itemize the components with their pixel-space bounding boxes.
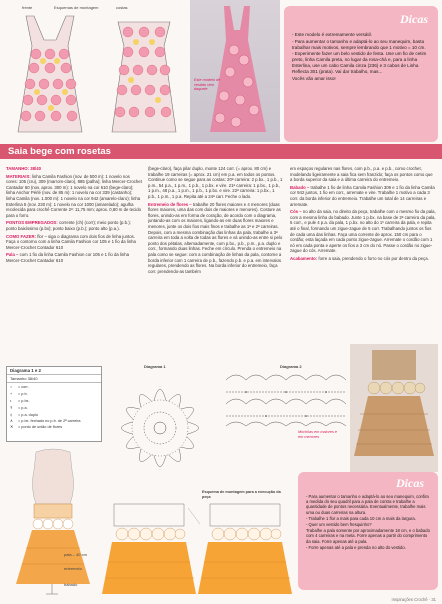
babado-heading: Babado – <box>290 184 310 190</box>
petal-outline <box>126 407 139 419</box>
how-heading: COMO FAZER: <box>6 233 37 239</box>
petal-outline <box>126 436 139 448</box>
babado-paragraph <box>290 185 436 207</box>
front-label: frente <box>22 5 33 10</box>
tip-item: - Este modelo é extremamente versátil. <box>292 32 372 37</box>
legend-size: Tamanho 38/40 <box>7 375 101 383</box>
tip-item: - Trabalhe 1 flor a mais para cada 10 cm a mais da largura. <box>306 515 416 521</box>
materials-paragraph <box>6 174 142 219</box>
tip-item: Trabalhe a pala somente por aproximadamente 18 cm, e o babado com 4 carreiras e na meta. Forre apenas a partir do comprimento da saia. Forre apenas até a pala. <box>306 528 430 544</box>
photo-caption: Este modelo de vestido veio daquele <box>194 78 221 92</box>
skirt-photo-illustration <box>350 344 438 472</box>
scheme-label-babado: babado <box>64 582 78 587</box>
petal-outline <box>187 422 198 434</box>
scheme-label-pala: pala – 40 cm <box>64 552 87 557</box>
col2-text-2: trabalhe 20 flores maiores e 4 menores (duas flores maiores, uma das com dois de maiores e menores). Costure as flores, unindo-as em forma de coração, de acordo com o diagrama, juntando-as com os maiores, ligando-as em duas flores maiores e menores, junte os dois fios mais finos e trabalhe as 1ª e 2ª carreiras. Depois, com a mesma combinação das linhas da pala, trabalhe a 3ª carreira em toda a volta de todas as flores e vá unindo-as entre si pelo ponto dos pétalas, alternadamente, com p.bx., p.b., p.m., p.a. duplo e corr., formando duas linhas. Feche em círculo. Prenda o entremeio na pala como se segue: com a combinação de linhas da pala, contorne a borda inferior com 1 carreira de p.b., fazendo p.b. e p.a. em intervalos regulares, prendendo as flores. Na borda inferior do entremeio, faça corr. prendendo-as também <box>148 201 283 274</box>
petal-outline <box>154 389 166 400</box>
tip-item: - Experimente fazer um belo vestido de festa. Use um fio de cetim preto, linha Camila preta, no lugar da rosa-chá e, para a linha Esterlina, use um cabo Camila cinza (236) e 3 cabos de Linha Reflecta 301 (prata). Vai dar trabalho, mas... <box>292 51 427 74</box>
text-column-1 <box>6 166 142 366</box>
tips-box-bottom <box>298 472 438 590</box>
size-line: TAMANHO: 38/40 <box>6 166 42 171</box>
dress-scheme-back <box>98 12 190 134</box>
legend-title: Diagrama 1 e 2 <box>7 367 101 375</box>
cos-paragraph <box>290 209 436 254</box>
tips-title-bottom: Dicas <box>396 476 424 490</box>
tip-item: - Forre apenas até a pala e prenda no alto do vestido. <box>306 544 406 550</box>
how-paragraph <box>6 234 142 251</box>
tip-item: - Para aumentar o tamanho e adaptá-lo ao seu manequim, basta trabalhar mais motivos, sempre lembrando que 1 motivo = 10 cm. <box>292 38 426 50</box>
assembly-title: Esquema de montagem para a execução da peça <box>202 490 281 499</box>
legend-row: ‡ = p.a. duplo <box>10 413 38 417</box>
petal-outline <box>154 455 166 466</box>
belt-heading: Pala – <box>6 252 19 258</box>
babado-text: trabalhe 1 fio de linha Camila Fashion 309 e 1 fio da linha Camila cor 942 juntos, 1 fio em corr., arremate e vire. Trabalhe 1 motivo a cada 3 corr. da borda inferior do entremeio. Trabalhe um total de 14 carreiras e arremate. <box>290 184 435 207</box>
petal-outline <box>168 394 180 407</box>
dress-photo-illustration <box>190 0 280 142</box>
legend-row: + = p.b. <box>10 392 28 396</box>
assembly-chart <box>104 498 290 598</box>
text-column-2 <box>148 166 284 362</box>
back-label: costas <box>116 5 128 10</box>
petal-outline <box>139 449 151 462</box>
stitches-text: corrente (ch) (corr); meio ponto (p.b.); ponto baixíssimo (p.bx); ponto baixo (p.b.); ponto alto (p.a.). <box>6 220 131 231</box>
diagram-legend-box <box>6 366 102 442</box>
scheme-label: Esquemas de montagem <box>54 5 99 10</box>
acab-heading: Acabamento: <box>290 255 318 261</box>
stitches-paragraph <box>6 220 142 231</box>
section-title: Saia bege com rosetas <box>8 146 111 157</box>
legend-rows <box>7 383 101 431</box>
diagram-2-chart <box>222 370 348 428</box>
diagram-2 <box>222 364 348 428</box>
petal-outline <box>168 449 180 462</box>
legend-row: • = p.bx. <box>10 399 30 403</box>
legend-row: Ŧ = p.a. <box>10 406 28 410</box>
col2-text-1: (bege-claro), faça pilar duplo, monte 124 corr. (= aprox. 80 cm) e trabalhe 19 carreiras (= aprox. 21 cm) em p.a. em todos os pontos. Continue como se segue para as costas: 20ª carreira: 2 p.bx., 1 p.b., 1 p.m., 54 p.a., 1 p.m., 1 p.b., 1 p.bx. e vire. 21ª carreira: 1 p.bx., 1 p.b., 1 p.m., 48 p.a., 1 p.m., 1 p.b., 1 p.bx. e vire. 22ª carreira: 1 p.bx., 1 p.b., 1 p.m., 1 p.a. Repita até a 24ª carr. Feche o lado. <box>148 166 283 199</box>
tips-box-top <box>284 6 438 142</box>
tips-body-bottom <box>306 494 432 551</box>
tip-item: - Quer um vestido bem fresquinho? <box>306 522 372 528</box>
tips-body-top <box>292 32 432 82</box>
belt-text: com 1 fio da linha Camila Fashion cor 105 e 1 fio da linha Mercer-Crochet Cantador 610 <box>6 252 130 263</box>
cos-heading: Cós – <box>290 209 302 215</box>
petal-outline <box>139 394 151 407</box>
tip-item: - Para aumentar o tamanho e adaptá-lo ao seu manequim, confira a medida do seu quadril para a pala de contra e trabalhe a quantidade de pontos necessária. Eventualmente, trabalhe mais uma ou duas carreiras na altura. <box>306 494 429 515</box>
legend-row: ∧ = p.bx. fechado no p.b. de 2ª carreira <box>10 419 81 423</box>
acab-paragraph <box>290 256 436 262</box>
materials-heading: MATERIAIS: <box>6 173 31 179</box>
stitches-heading: PONTOS EMPREGADOS: <box>6 220 58 226</box>
mannequin-scheme <box>6 448 100 598</box>
diagram-1-chart <box>104 370 216 486</box>
dress-photo <box>190 0 280 142</box>
cos-text: no alto da saia, no direito da peça, trabalhe com o mesmo fio da pala, com a mesma linha do babado. Junte 1 p.bx. na base de 2ª carreira da pala, 5 corr., e pule 4 p.a. da pala, 1 p.bx. no alto do 1º carreira da pala, e repita até o final, formando um zigue-zague de 5 corr. Trabalhando juntos os fios de cada uma das linhas. Faça uma corrente de aprox. 150 cm para o cordão; esta laçada em cada ponto zigue-zague. Arremate o cordão com 1 nó em cada ponta e aperte os fios a 3 cm do nó. Passe o cordão no zigue-zague do cós. Arremate. <box>290 209 436 254</box>
section-banner <box>0 144 442 159</box>
belt-paragraph <box>6 252 142 263</box>
skirt-photo <box>350 344 438 472</box>
legend-row: ✕ = ponto de união de flores <box>10 425 63 429</box>
materials-text: linha Camila Fashion (nov. de 500 m): 1 novelo nos cores: 105 (cru), 309 (marrom-claro), 885 (palha); linha Mercer-Crochet Cantador 60 (nov. aprox. 300 m): 1 novelo na cor 610 (bege-claro); linha Anchor Pérlé (nov. de 85 m): 1 novelo na cor 339 (castanho); linha Camila (nov. 1.000 m): 1 novelo na cor 942 (amarelo-claro); linha Esterlina 5 (nov. 230 m): 1 novelo na cor 1000 (amarelado); agulha recolecida para crochê Corrente 2ª: 11,75 mm; aprox. 0,80 m de tecido para o forro. <box>6 173 142 218</box>
diagram-1-title: Diagrama 1 <box>144 364 166 369</box>
diagram-2-title: Diagrama 2 <box>280 364 302 369</box>
mannequin-illustration <box>6 448 100 598</box>
assembly-scheme <box>64 490 290 600</box>
col2-heading: Entremeio de flores – <box>148 201 192 207</box>
petal-outline <box>121 422 132 434</box>
diagram-1 <box>104 364 216 486</box>
text-column-3 <box>290 166 436 344</box>
diagram-2-caption: Mochilas em maiores e em menores <box>298 430 338 439</box>
page-footer: Inspirações Crochê · 31 <box>391 597 436 602</box>
scheme-label-entremeio: entremeio <box>64 566 82 571</box>
petal-outline <box>181 407 194 419</box>
acab-text: forre a saia, prendendo o forro no cós por dentro da peça. <box>318 255 429 261</box>
petal-outline <box>181 436 194 448</box>
top-scheme-area <box>4 4 190 136</box>
legend-row: ○ = corr. <box>10 385 29 389</box>
dress-scheme-front <box>4 12 96 134</box>
tips-title-top: Dicas <box>400 12 428 26</box>
how-text: flor – siga o diagrama com dois fios de linha juntos. Faça o contorno com a linha Camila Fashion cor 105 e 1 fio da linha Mercer-Crochet Contador 610 <box>6 233 136 250</box>
col3-text-1: em espaços regulares nas flores, com p.b., p.a. e p.b., como crochet, modelando ligeiramente a saia fica sem franzido; faça os pontos como que a borda superior da saia e a última carreira do entremeio. <box>290 166 433 183</box>
col2-paragraph-2 <box>148 202 284 275</box>
tip-item: Vocês vão amar isso! <box>292 75 336 81</box>
